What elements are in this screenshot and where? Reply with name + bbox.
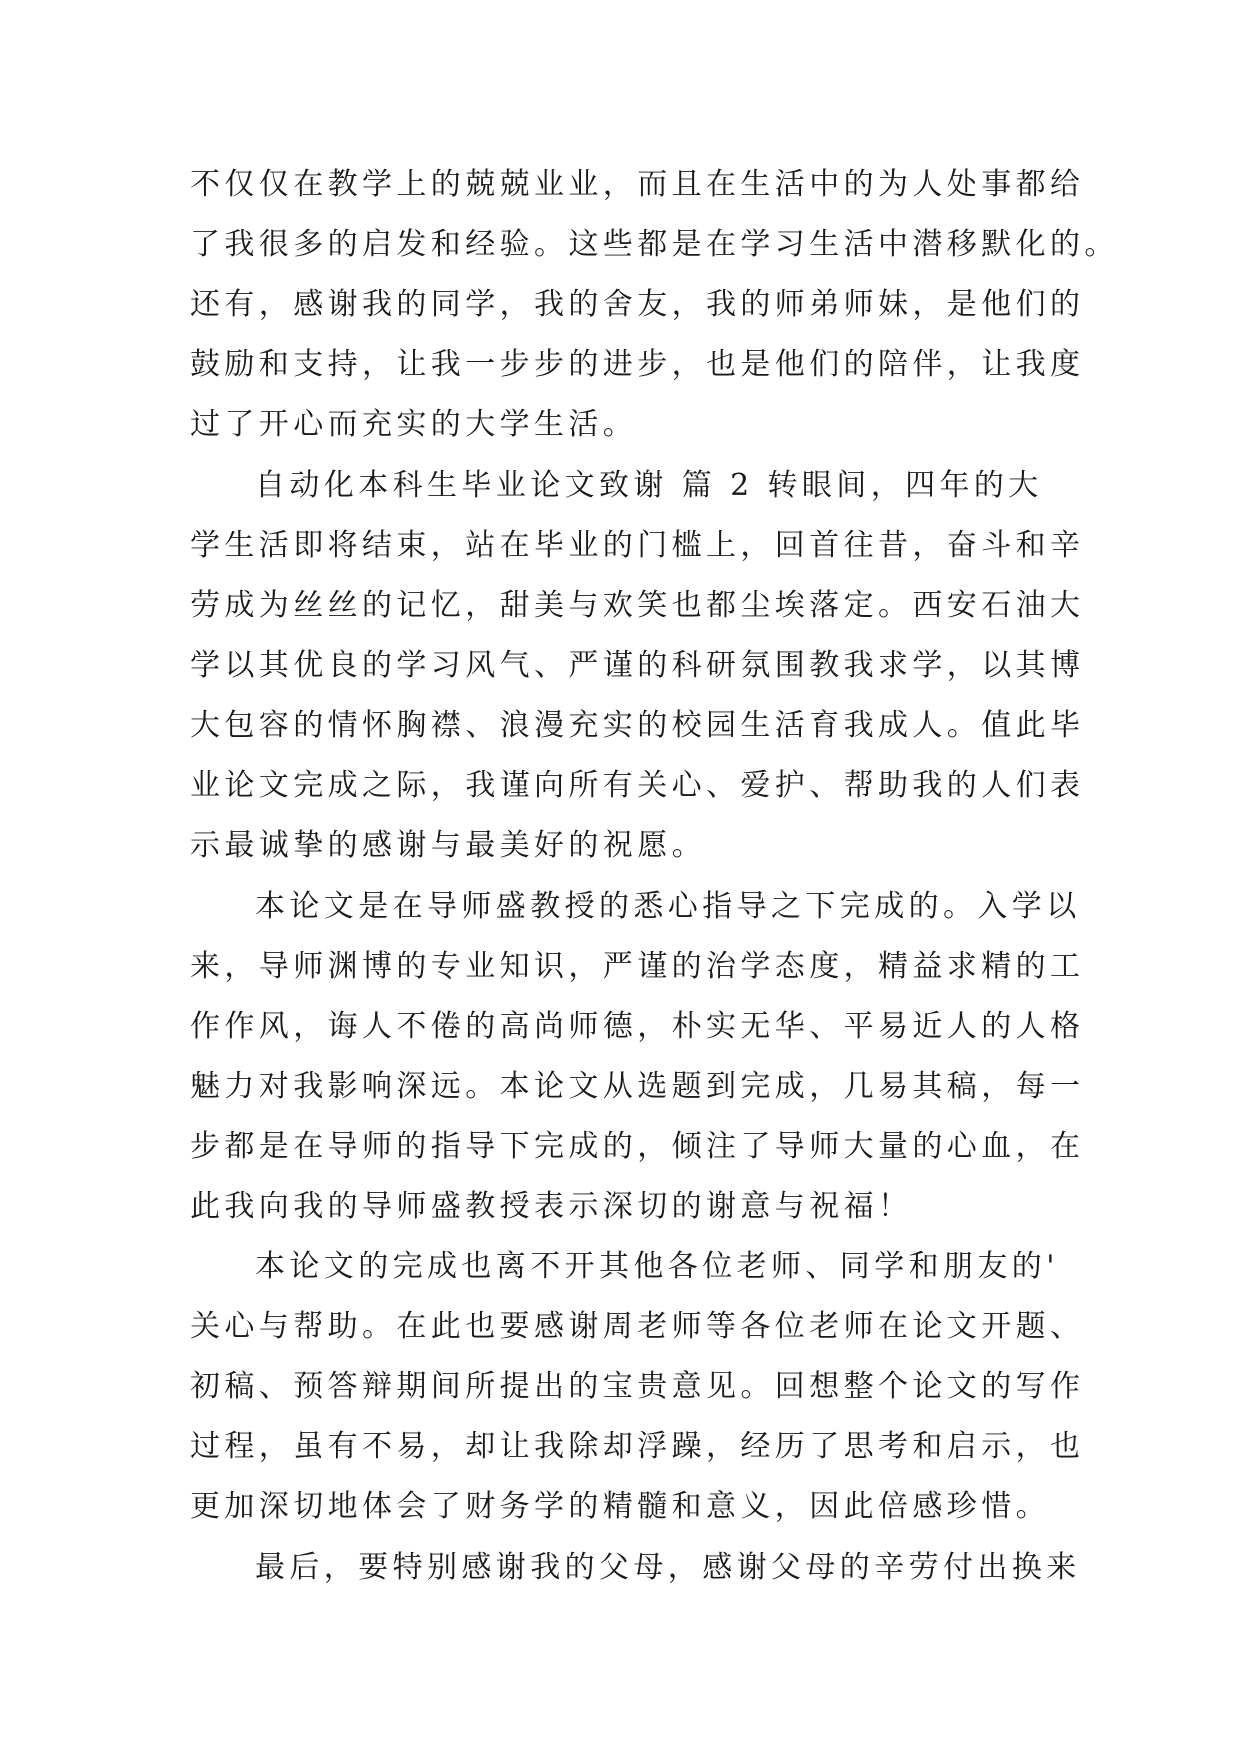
text-line: 此我向我的导师盛教授表示深切的谢意与祝福！: [190, 1189, 913, 1224]
text-line: 步都是在导师的指导下完成的，倾注了导师大量的心血，在: [190, 1129, 1085, 1164]
text-line: 不仅仅在教学上的兢兢业业，而且在生活中的为人处事都给: [190, 167, 1085, 202]
text-line: 学生活即将结束，站在毕业的门槛上，回首往昔，奋斗和辛: [190, 528, 1085, 563]
text-line: 来，导师渊博的专业知识，严谨的治学态度，精益求精的工: [190, 949, 1085, 984]
paragraph-start-line: 最后，要特别感谢我的父母，感谢父母的辛劳付出换来: [255, 1550, 1081, 1585]
text-line: 大包容的情怀胸襟、浪漫充实的校园生活育我成人。值此毕: [190, 708, 1085, 743]
text-line: 过了开心而充实的大学生活。: [190, 407, 638, 442]
text-line: 了我很多的启发和经验。这些都是在学习生活中潜移默化的。: [190, 227, 1119, 262]
text-line: 关心与帮助。在此也要感谢周老师等各位老师在论文开题、: [190, 1309, 1085, 1344]
section-heading-line: 自动化本科生毕业论文致谢 篇 2 转眼间，四年的大: [255, 468, 1043, 503]
text-line: 更加深切地体会了财务学的精髓和意义，因此倍感珍惜。: [190, 1489, 1050, 1524]
text-line: 初稿、预答辩期间所提出的宝贵意见。回想整个论文的写作: [190, 1369, 1085, 1404]
text-line: 作作风，诲人不倦的高尚师德，朴实无华、平易近人的人格: [190, 1009, 1085, 1044]
text-line: 还有，感谢我的同学，我的舍友，我的师弟师妹，是他们的: [190, 287, 1085, 322]
text-line: 劳成为丝丝的记忆，甜美与欢笑也都尘埃落定。西安石油大: [190, 588, 1085, 623]
text-line: 鼓励和支持，让我一步步的进步，也是他们的陪伴，让我度: [190, 347, 1085, 382]
text-line: 示最诚挚的感谢与最美好的祝愿。: [190, 828, 706, 863]
text-line: 过程，虽有不易，却让我除却浮躁，经历了思考和启示，也: [190, 1429, 1085, 1464]
text-line: 学以其优良的学习风气、严谨的科研氛围教我求学，以其博: [190, 648, 1085, 683]
text-line: 业论文完成之际，我谨向所有关心、爱护、帮助我的人们表: [190, 768, 1085, 803]
paragraph-start-line: 本论文是在导师盛教授的悉心指导之下完成的。入学以: [255, 889, 1081, 924]
paragraph-start-line: 本论文的完成也离不开其他各位老师、同学和朋友的': [255, 1249, 1059, 1284]
text-line: 魅力对我影响深远。本论文从选题到完成，几易其稿，每一: [190, 1069, 1085, 1104]
